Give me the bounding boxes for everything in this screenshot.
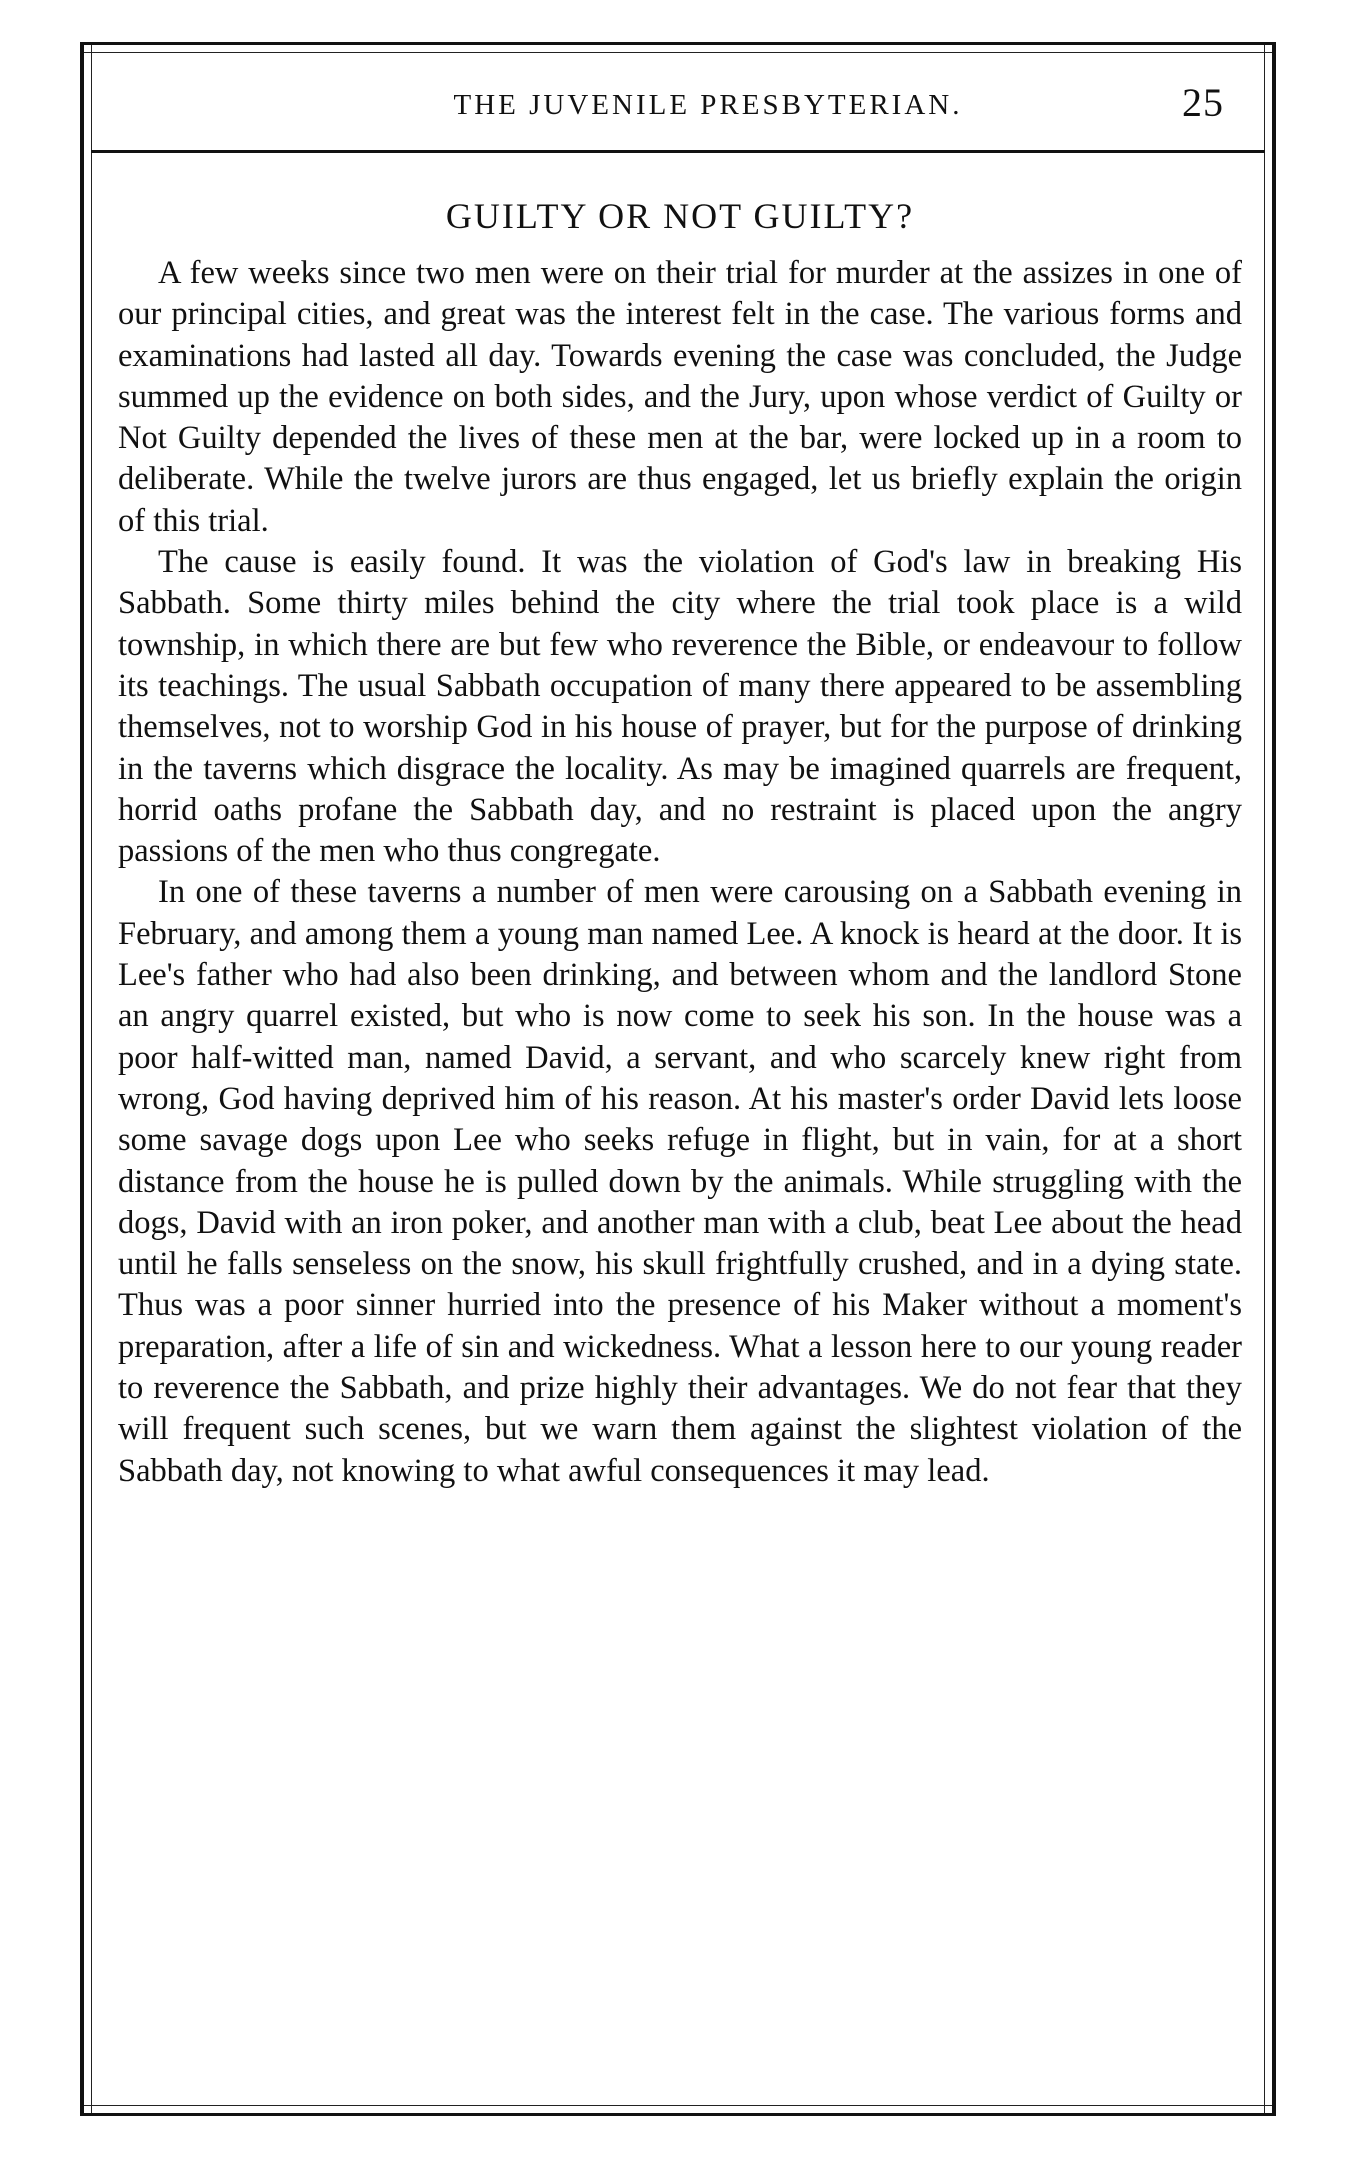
- running-title: THE JUVENILE PRESBYTERIAN.: [453, 88, 963, 121]
- running-head: [104, 77, 1252, 133]
- page-frame: [80, 42, 1276, 2116]
- header-rule: [91, 150, 1265, 153]
- inner-border-bottom: [84, 2105, 1272, 2106]
- article-title: GUILTY OR NOT GUILTY?: [445, 196, 915, 236]
- article-paragraph-3: In one of these taverns a number of men were carousing on a Sabbath evening in February, and among them a young man named Lee. A knock is heard at the door. It is Lee's father who had also been drinking, and between whom and the landlord Stone an angry quarrel existed, but who is now come to seek his son. In the house was a poor half-witted man, named David, a servant, and who scarcely knew right from wrong, God having deprived him of his reason. At his master's order David lets loose some savage dogs upon Lee who seeks refuge in flight, but in vain, for at a short distance from the house he is pulled down by the animals. While struggling with the dogs, David with an iron poker, and another man with a club, beat Lee about the head until he falls senseless on the snow, his skull frightfully crushed, and in a dying state. Thus was a poor sinner hurried into the presence of his Maker without a moment's preparation, after a life of sin and wickedness. What a lesson here to our young reader to reverence the Sabbath, and prize highly their advantages. We do not fear that they will frequent such scenes, but we warn them against the slightest violation of the Sabbath day, not knowing to what awful consequences it may lead.: [118, 874, 1242, 1489]
- article-paragraph-1: A few weeks since two men were on their trial for murder at the assizes in one of our principal cities, and great was the interest felt in the case. The various forms and examinations had lasted all day. Towards evening the case was concluded, the Judge summed up the evidence on both sides, and the Jury, upon whose verdict of Guilty or Not Guilty depended the lives of these men at the bar, were locked up in a room to deliberate. While the twelve jurors are thus engaged, let us briefly explain the origin of this trial.: [118, 255, 1242, 539]
- inner-border-top: [84, 52, 1272, 53]
- inner-border-left: [91, 45, 92, 2113]
- article: [118, 195, 1242, 1492]
- inner-border-right: [1264, 45, 1265, 2113]
- page-number: 25: [1182, 80, 1224, 125]
- article-paragraph-2: The cause is easily found. It was the violation of God's law in breaking His Sabbath. Some thirty miles behind the city where the trial took place is a wild township, in which there are but few who reverence the Bible, or endeavour to follow its teachings. The usual Sabbath occupation of many there appeared to be assembling themselves, not to worship God in his house of prayer, but for the purpose of drinking in the taverns which disgrace the locality. As may be imagined quarrels are frequent, horrid oaths profane the Sabbath day, and no restraint is placed upon the angry passions of the men who thus congregate.: [118, 544, 1242, 870]
